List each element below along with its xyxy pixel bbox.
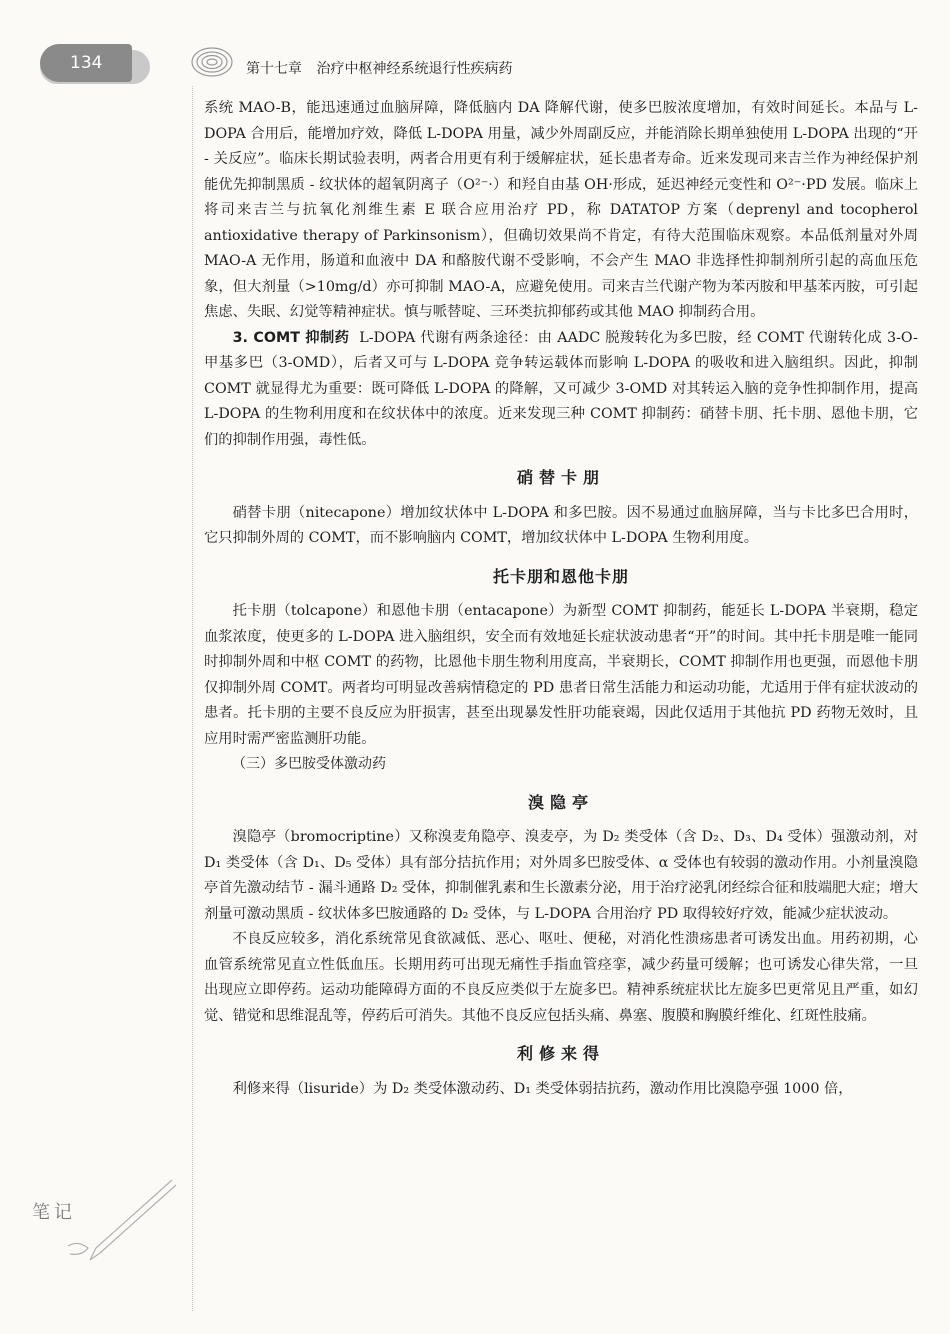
section-title-bromocriptine: 溴隐亭 — [527, 792, 594, 812]
swirl-ornament-icon — [188, 44, 234, 80]
margin-divider — [192, 86, 193, 1311]
paragraph-bromocriptine: 溴隐亭（bromocriptine）又称溴麦角隐亭、溴麦亭，为 D₂ 类受体（含 D₂、D₃、D₄ 受体）强激动剂，对 D₁ 类受体（含 D₁、D₅ 受体）具有部分拮抗作用；对外周多巴胺受体、α 受体也有较弱的激动作用。小剂量溴隐亭首先激动结节 - 漏斗通路 D₂ 受体，抑制催乳素和生长激素分泌，用于治疗泌乳闭经综合征和肢端肥大症；增大剂量可激动黑质 - 纹状体多巴胺通路的 D₂ 受体，与 L-DOPA 合用治疗 PD 取得较好疗效，能减少症状波动。 — [204, 829, 918, 922]
paragraph-comt-inhibitors — [204, 326, 918, 454]
paragraph-nitecapone: 硝替卡朋（nitecapone）增加纹状体中 L-DOPA 和多巴胺。因不易通过血脑屏障，当与卡比多巴合用时，它只抑制外周的 COMT，而不影响脑内 COMT，增加纹状体中 L-DOPA 生物利用度。 — [204, 504, 918, 546]
paragraph-tolcapone-entacapone: 托卡朋（tolcapone）和恩他卡朋（entacapone）为新型 COMT 抑制药，能延长 L-DOPA 半衰期，稳定血浆浓度，使更多的 L-DOPA 进入脑组织，安全而有效地延长症状波动患者“开”的时间。其中托卡朋是唯一能同时抑制外周和中枢 COMT 的药物，比恩他卡朋生物利用度高，半衰期长，COMT 抑制作用也更强，而恩他卡朋仅抑制外周 COMT。两者均可明显改善病情稳定的 PD 患者日常生活能力和运动功能，尤适用于伴有症状波动的患者。托卡朋的主要不良反应为肝损害，甚至出现暴发性肝功能衰竭，因此仅适用于其他抗 PD 药物无效时，且应用时需严密监测肝功能。 — [204, 603, 918, 747]
paragraph-lisuride: 利修来得（lisuride）为 D₂ 类受体激动药、D₁ 类受体弱拮抗药，激动作用比溴隐亭强 1000 倍， — [232, 1080, 853, 1097]
notes-label: 笔记 — [32, 1202, 76, 1223]
section-title-nitecapone: 硝替卡朋 — [516, 468, 605, 487]
paragraph-selegiline-continued: 系统 MAO-B，能迅速通过血脑屏障，降低脑内 DA 降解代谢，使多巴胺浓度增加，有效时间延长。本品与 L-DOPA 合用后，能增加疗效，降低 L-DOPA 用量，减少外周副反应，并能消除长期单独使用 L-DOPA 出现的“开 - 关反应”。临床长期试验表明，两者合用更有利于缓解症状，延长患者寿命。近来发现司来吉兰作为神经保护剂能优先抑制黑质 - 纹状体的超氧阴离子（O²⁻·）和羟自由基 OH·形成，延迟神经元变性和 O²⁻·PD 发展。临床上将司来吉兰与抗氧化剂维生素 E 联合应用治疗 PD，称 DATATOP 方案（deprenyl and tocopherol antioxidative therapy of Parkinsonism），但确切效果尚不肯定，有待大范围临床观察。本品低剂量对外周 MAO-A 无作用，肠道和血液中 DA 和酪胺代谢不受影响，不会产生 MAO 非选择性抑制剂所引起的高血压危象，但大剂量（>10mg/d）亦可抑制 MAO-A，应避免使用。司来吉兰代谢产物为苯丙胺和甲基苯丙胺，可引起焦虑、失眠、幻觉等精神症状。慎与哌替啶、三环类抗抑郁药或其他 MAO 抑制药合用。 — [204, 100, 918, 320]
section-title-tolcapone-entacapone: 托卡朋和恩他卡朋 — [492, 566, 629, 586]
chapter-title: 第十七章 治疗中枢神经系统退行性疾病药 — [246, 61, 513, 77]
page-number: 134 — [40, 44, 132, 82]
sub-heading-dopamine-agonists: （三）多巴胺受体激动药 — [232, 756, 386, 772]
section-title-lisuride: 利修来得 — [516, 1044, 605, 1063]
comt-heading-inline: 3. COMT 抑制药 — [232, 329, 350, 346]
paragraph-bromocriptine-adverse: 不良反应较多，消化系统常见食欲减低、恶心、呕吐、便秘，对消化性溃疡患者可诱发出血。用药初期，心血管系统常见直立性低血压。长期用药可出现无痛性手指血管痉挛，减少药量可缓解；也可诱发心律失常，一旦出现应立即停药。运动功能障碍方面的不良反应类似于左旋多巴。精神系统症状比左旋多巴更常见且严重，如幻觉、错觉和思维混乱等，停药后可消失。其他不良反应包括头痛、鼻塞、腹膜和胸膜纤维化、红斑性肢痛。 — [204, 931, 918, 1024]
pencil-icon — [60, 1176, 180, 1266]
comt-text: L-DOPA 代谢有两条途径：由 AADC 脱羧转化为多巴胺，经 COMT 代谢转化成 3-O- 甲基多巴（3-OMD），后者又可与 L-DOPA 竞争转运载体而影响 L-DOPA 的吸收和进入脑组织。因此，抑制 COMT 就显得尤为重要：既可降低 L-DOPA 的降解，又可减少 3-OMD 对其转运入脑的竞争性抑制作用，提高 L-DOPA 的生物利用度和在纹状体中的浓度。近来发现三种 COMT 抑制药：硝替卡朋、托卡朋、恩他卡朋，它们的抑制作用强，毒性低。 — [204, 329, 918, 448]
page-body — [204, 96, 918, 1102]
